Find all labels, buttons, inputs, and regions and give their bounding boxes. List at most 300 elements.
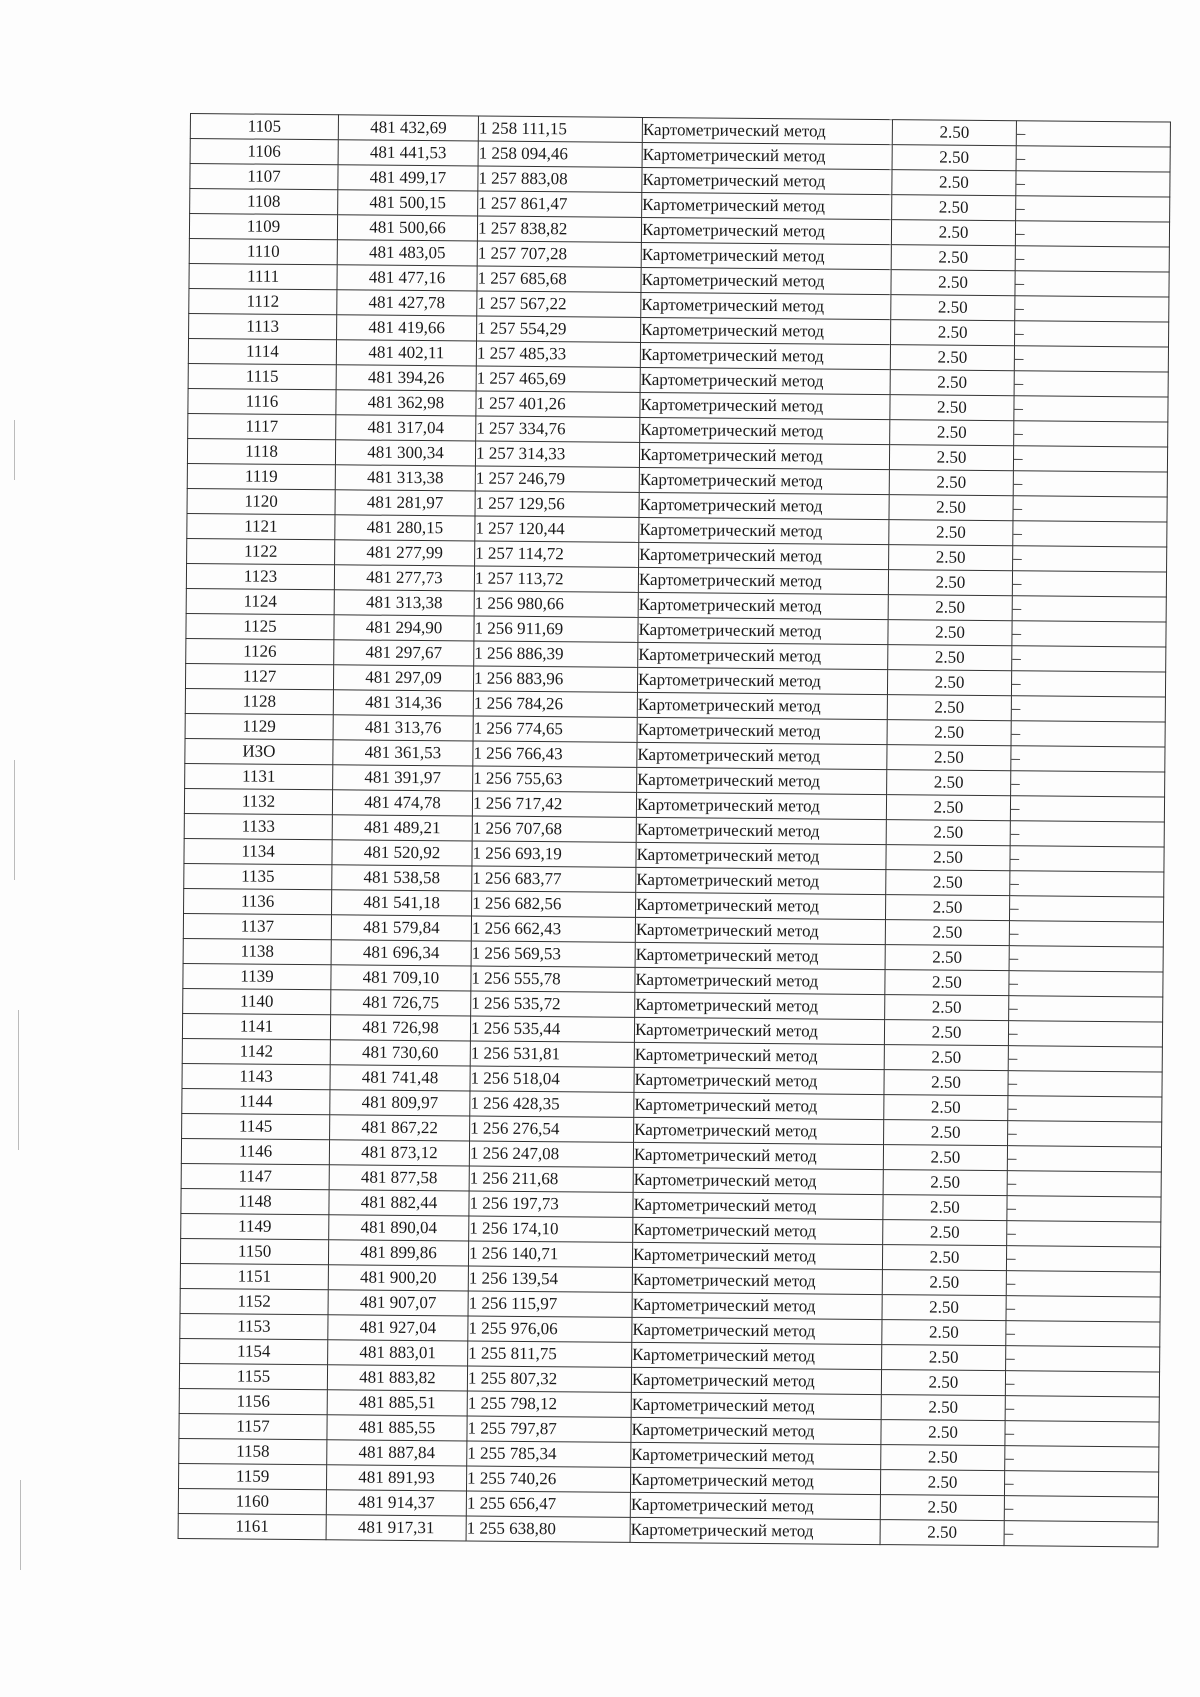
description-cell: – [1014, 396, 1168, 422]
accuracy-cell: 2.50 [888, 645, 1012, 671]
point-number-cell: 1118 [187, 438, 335, 464]
x-coordinate-cell: 481 873,12 [329, 1140, 469, 1166]
point-number-cell: 1155 [179, 1363, 327, 1389]
description-cell: – [1004, 1496, 1158, 1522]
point-number-cell: 1120 [187, 488, 335, 514]
method-cell: Картометрический метод [633, 1192, 883, 1219]
x-coordinate-cell: 481 277,73 [334, 565, 474, 591]
method-cell: Картометрический метод [640, 392, 890, 419]
accuracy-cell: 2.50 [881, 1370, 1005, 1396]
point-number-cell: 1149 [181, 1213, 329, 1239]
point-number-cell: 1142 [182, 1038, 330, 1064]
y-coordinate-cell: 1 256 211,68 [469, 1166, 633, 1192]
method-cell: Картометрический метод [635, 917, 885, 944]
y-coordinate-cell: 1 256 569,53 [471, 941, 635, 967]
accuracy-cell: 2.50 [885, 920, 1009, 946]
description-cell: – [1010, 821, 1164, 847]
method-cell: Картометрический метод [631, 1392, 881, 1419]
x-coordinate-cell: 481 280,15 [335, 515, 475, 541]
description-cell: – [1006, 1271, 1160, 1297]
x-coordinate-cell: 481 362,98 [336, 390, 476, 416]
x-coordinate-cell: 481 520,92 [332, 840, 472, 866]
y-coordinate-cell: 1 256 883,96 [473, 666, 637, 692]
point-number-cell: 1107 [190, 164, 338, 190]
x-coordinate-cell: 481 277,99 [335, 540, 475, 566]
point-number-cell: 1139 [183, 963, 331, 989]
method-cell: Картометрический метод [640, 342, 890, 369]
description-cell: – [1016, 196, 1170, 222]
description-cell: – [1012, 571, 1166, 597]
description-cell: – [1008, 1071, 1162, 1097]
x-coordinate-cell: 481 696,34 [331, 940, 471, 966]
point-number-cell: 1161 [178, 1513, 326, 1539]
method-cell: Картометрический метод [638, 642, 888, 669]
accuracy-cell: 2.50 [886, 795, 1010, 821]
description-cell: – [1009, 921, 1163, 947]
y-coordinate-cell: 1 257 883,08 [478, 166, 642, 192]
method-cell: Картометрический метод [633, 1142, 883, 1169]
method-cell: Картометрический метод [640, 367, 890, 394]
coordinates-table [178, 113, 1171, 1548]
accuracy-cell: 2.50 [884, 1070, 1008, 1096]
point-number-cell: 1154 [180, 1338, 328, 1364]
accuracy-cell: 2.50 [880, 1495, 1004, 1521]
method-cell: Картометрический метод [641, 242, 891, 269]
x-coordinate-cell: 481 891,93 [326, 1465, 466, 1491]
description-cell: – [1005, 1371, 1159, 1397]
accuracy-cell: 2.50 [892, 120, 1016, 146]
description-cell: – [1015, 221, 1169, 247]
x-coordinate-cell: 481 726,75 [331, 990, 471, 1016]
method-cell: Картометрический метод [640, 417, 890, 444]
x-coordinate-cell: 481 281,97 [335, 490, 475, 516]
description-cell: – [1011, 696, 1165, 722]
y-coordinate-cell: 1 256 197,73 [469, 1191, 633, 1217]
point-number-cell: 1147 [181, 1163, 329, 1189]
y-coordinate-cell: 1 257 838,82 [477, 216, 641, 242]
x-coordinate-cell: 481 500,66 [337, 215, 477, 241]
y-coordinate-cell: 1 256 174,10 [469, 1216, 633, 1242]
method-cell: Картометрический метод [635, 892, 885, 919]
x-coordinate-cell: 481 499,17 [338, 165, 478, 191]
y-coordinate-cell: 1 256 140,71 [468, 1241, 632, 1267]
description-cell: – [1016, 171, 1170, 197]
y-coordinate-cell: 1 257 314,33 [475, 441, 639, 467]
x-coordinate-cell: 481 432,69 [338, 115, 478, 141]
x-coordinate-cell: 481 538,58 [332, 865, 472, 891]
accuracy-cell: 2.50 [888, 620, 1012, 646]
point-number-cell: 1140 [183, 988, 331, 1014]
y-coordinate-cell: 1 257 554,29 [477, 316, 641, 342]
x-coordinate-cell: 481 489,21 [332, 815, 472, 841]
x-coordinate-cell: 481 441,53 [338, 140, 478, 166]
description-cell: – [1016, 146, 1170, 172]
accuracy-cell: 2.50 [892, 195, 1016, 221]
point-number-cell: 1116 [188, 388, 336, 414]
accuracy-cell: 2.50 [891, 295, 1015, 321]
description-cell: – [1004, 1521, 1158, 1547]
x-coordinate-cell: 481 883,01 [328, 1340, 468, 1366]
description-cell: – [1006, 1321, 1160, 1347]
method-cell: Картометрический метод [632, 1292, 882, 1319]
accuracy-cell: 2.50 [881, 1420, 1005, 1446]
x-coordinate-cell: 481 294,90 [334, 615, 474, 641]
y-coordinate-cell: 1 256 535,44 [470, 1016, 634, 1042]
point-number-cell: 1153 [180, 1313, 328, 1339]
description-cell: – [1006, 1296, 1160, 1322]
y-coordinate-cell: 1 257 120,44 [475, 516, 639, 542]
point-number-cell: 1148 [181, 1188, 329, 1214]
accuracy-cell: 2.50 [889, 520, 1013, 546]
x-coordinate-cell: 481 882,44 [329, 1190, 469, 1216]
point-number-cell: 1126 [186, 638, 334, 664]
method-cell: Картометрический метод [637, 742, 887, 769]
point-number-cell: 1111 [189, 263, 337, 289]
y-coordinate-cell: 1 257 861,47 [478, 191, 642, 217]
x-coordinate-cell: 481 317,04 [336, 415, 476, 441]
method-cell: Картометрический метод [638, 617, 888, 644]
y-coordinate-cell: 1 256 662,43 [471, 916, 635, 942]
description-cell: – [1006, 1246, 1160, 1272]
method-cell: Картометрический метод [634, 1117, 884, 1144]
y-coordinate-cell: 1 257 485,33 [476, 341, 640, 367]
accuracy-cell: 2.50 [892, 170, 1016, 196]
scan-artifact [18, 1010, 19, 1150]
method-cell: Картометрический метод [636, 842, 886, 869]
x-coordinate-cell: 481 917,31 [326, 1515, 466, 1541]
point-number-cell: 1159 [178, 1463, 326, 1489]
accuracy-cell: 2.50 [882, 1345, 1006, 1371]
y-coordinate-cell: 1 256 247,08 [469, 1141, 633, 1167]
description-cell: – [1008, 1096, 1162, 1122]
x-coordinate-cell: 481 394,26 [336, 365, 476, 391]
method-cell: Картометрический метод [633, 1217, 883, 1244]
method-cell: Картометрический метод [642, 142, 892, 169]
point-number-cell: 1152 [180, 1288, 328, 1314]
accuracy-cell: 2.50 [888, 595, 1012, 621]
y-coordinate-cell: 1 257 129,56 [475, 491, 639, 517]
scan-artifact [20, 1480, 21, 1570]
point-number-cell: 1135 [184, 863, 332, 889]
accuracy-cell: 2.50 [883, 1195, 1007, 1221]
accuracy-cell: 2.50 [890, 345, 1014, 371]
y-coordinate-cell: 1 256 682,56 [472, 891, 636, 917]
x-coordinate-cell: 481 867,22 [330, 1115, 470, 1141]
y-coordinate-cell: 1 257 707,28 [477, 241, 641, 267]
point-number-cell: 1115 [188, 363, 336, 389]
accuracy-cell: 2.50 [889, 545, 1013, 571]
accuracy-cell: 2.50 [880, 1520, 1004, 1546]
description-cell: – [1013, 446, 1167, 472]
method-cell: Картометрический метод [639, 542, 889, 569]
method-cell: Картометрический метод [641, 217, 891, 244]
y-coordinate-cell: 1 256 276,54 [470, 1116, 634, 1142]
x-coordinate-cell: 481 885,51 [327, 1390, 467, 1416]
description-cell: – [1005, 1421, 1159, 1447]
point-number-cell: 1146 [181, 1138, 329, 1164]
method-cell: Картометрический метод [631, 1417, 881, 1444]
accuracy-cell: 2.50 [889, 470, 1013, 496]
coordinates-table-body [178, 114, 1170, 1547]
method-cell: Картометрический метод [642, 192, 892, 219]
method-cell: Картометрический метод [637, 667, 887, 694]
y-coordinate-cell: 1 256 886,39 [474, 641, 638, 667]
x-coordinate-cell: 481 313,76 [333, 715, 473, 741]
x-coordinate-cell: 481 726,98 [330, 1015, 470, 1041]
method-cell: Картометрический метод [634, 1042, 884, 1069]
x-coordinate-cell: 481 579,84 [331, 915, 471, 941]
point-number-cell: 1105 [190, 114, 338, 140]
point-number-cell: ИЗО [185, 738, 333, 764]
accuracy-cell: 2.50 [882, 1295, 1006, 1321]
accuracy-cell: 2.50 [884, 1045, 1008, 1071]
y-coordinate-cell: 1 256 518,04 [470, 1066, 634, 1092]
point-number-cell: 1137 [183, 913, 331, 939]
accuracy-cell: 2.50 [887, 695, 1011, 721]
method-cell: Картометрический метод [637, 767, 887, 794]
accuracy-cell: 2.50 [883, 1170, 1007, 1196]
accuracy-cell: 2.50 [890, 370, 1014, 396]
y-coordinate-cell: 1 256 980,66 [474, 591, 638, 617]
method-cell: Картометрический метод [638, 567, 888, 594]
x-coordinate-cell: 481 927,04 [328, 1315, 468, 1341]
method-cell: Картометрический метод [632, 1267, 882, 1294]
x-coordinate-cell: 481 900,20 [328, 1265, 468, 1291]
x-coordinate-cell: 481 741,48 [330, 1065, 470, 1091]
method-cell: Картометрический метод [637, 692, 887, 719]
accuracy-cell: 2.50 [882, 1245, 1006, 1271]
accuracy-cell: 2.50 [883, 1220, 1007, 1246]
accuracy-cell: 2.50 [887, 770, 1011, 796]
point-number-cell: 1131 [185, 763, 333, 789]
method-cell: Картометрический метод [635, 992, 885, 1019]
description-cell: – [1015, 271, 1169, 297]
point-number-cell: 1112 [189, 288, 337, 314]
point-number-cell: 1123 [186, 563, 334, 589]
point-number-cell: 1117 [188, 413, 336, 439]
y-coordinate-cell: 1 255 807,32 [467, 1366, 631, 1392]
y-coordinate-cell: 1 256 717,42 [472, 791, 636, 817]
description-cell: – [1014, 346, 1168, 372]
point-number-cell: 1133 [184, 813, 332, 839]
accuracy-cell: 2.50 [886, 870, 1010, 896]
point-number-cell: 1156 [179, 1388, 327, 1414]
y-coordinate-cell: 1 256 707,68 [472, 816, 636, 842]
point-number-cell: 1124 [186, 588, 334, 614]
y-coordinate-cell: 1 255 740,26 [466, 1466, 630, 1492]
accuracy-cell: 2.50 [892, 145, 1016, 171]
description-cell: – [1011, 671, 1165, 697]
x-coordinate-cell: 481 914,37 [326, 1490, 466, 1516]
method-cell: Картометрический метод [634, 1067, 884, 1094]
y-coordinate-cell: 1 255 976,06 [468, 1316, 632, 1342]
x-coordinate-cell: 481 883,82 [327, 1365, 467, 1391]
description-cell: – [1013, 471, 1167, 497]
point-number-cell: 1151 [180, 1263, 328, 1289]
description-cell: – [1013, 496, 1167, 522]
accuracy-cell: 2.50 [887, 720, 1011, 746]
point-number-cell: 1109 [189, 214, 337, 240]
point-number-cell: 1138 [183, 938, 331, 964]
point-number-cell: 1141 [182, 1013, 330, 1039]
y-coordinate-cell: 1 257 113,72 [474, 566, 638, 592]
x-coordinate-cell: 481 709,10 [331, 965, 471, 991]
description-cell: – [1007, 1146, 1161, 1172]
description-cell: – [1015, 246, 1169, 272]
description-cell: – [1009, 896, 1163, 922]
y-coordinate-cell: 1 256 531,81 [470, 1041, 634, 1067]
x-coordinate-cell: 481 477,16 [337, 265, 477, 291]
description-cell: – [1009, 971, 1163, 997]
description-cell: – [1010, 846, 1164, 872]
point-number-cell: 1158 [179, 1438, 327, 1464]
scan-artifact [14, 760, 15, 880]
y-coordinate-cell: 1 256 428,35 [470, 1091, 634, 1117]
x-coordinate-cell: 481 887,84 [327, 1440, 467, 1466]
point-number-cell: 1119 [187, 463, 335, 489]
x-coordinate-cell: 481 313,38 [334, 590, 474, 616]
description-cell: – [1014, 371, 1168, 397]
x-coordinate-cell: 481 300,34 [335, 440, 475, 466]
y-coordinate-cell: 1 257 114,72 [475, 541, 639, 567]
point-number-cell: 1132 [184, 788, 332, 814]
y-coordinate-cell: 1 255 638,80 [466, 1516, 630, 1542]
point-number-cell: 1144 [182, 1088, 330, 1114]
method-cell: Картометрический метод [633, 1167, 883, 1194]
method-cell: Картометрический метод [641, 317, 891, 344]
x-coordinate-cell: 481 402,11 [336, 340, 476, 366]
y-coordinate-cell: 1 256 683,77 [472, 866, 636, 892]
point-number-cell: 1160 [178, 1488, 326, 1514]
accuracy-cell: 2.50 [891, 245, 1015, 271]
x-coordinate-cell: 481 730,60 [330, 1040, 470, 1066]
method-cell: Картометрический метод [639, 467, 889, 494]
method-cell: Картометрический метод [630, 1492, 880, 1519]
description-cell: – [1015, 296, 1169, 322]
accuracy-cell: 2.50 [882, 1320, 1006, 1346]
method-cell: Картометрический метод [636, 867, 886, 894]
accuracy-cell: 2.50 [885, 945, 1009, 971]
y-coordinate-cell: 1 256 911,69 [474, 616, 638, 642]
accuracy-cell: 2.50 [883, 1145, 1007, 1171]
x-coordinate-cell: 481 297,09 [333, 665, 473, 691]
x-coordinate-cell: 481 500,15 [338, 190, 478, 216]
accuracy-cell: 2.50 [884, 1020, 1008, 1046]
accuracy-cell: 2.50 [889, 495, 1013, 521]
method-cell: Картометрический метод [630, 1517, 880, 1544]
y-coordinate-cell: 1 258 111,15 [478, 116, 642, 142]
x-coordinate-cell: 481 885,55 [327, 1415, 467, 1441]
description-cell: – [1007, 1196, 1161, 1222]
accuracy-cell: 2.50 [885, 970, 1009, 996]
method-cell: Картометрический метод [632, 1317, 882, 1344]
accuracy-cell: 2.50 [891, 220, 1015, 246]
x-coordinate-cell: 481 474,78 [332, 790, 472, 816]
accuracy-cell: 2.50 [881, 1395, 1005, 1421]
method-cell: Картометрический метод [635, 967, 885, 994]
point-number-cell: 1128 [185, 688, 333, 714]
method-cell: Картометрический метод [639, 442, 889, 469]
accuracy-cell: 2.50 [885, 995, 1009, 1021]
x-coordinate-cell: 481 313,38 [335, 465, 475, 491]
y-coordinate-cell: 1 256 755,63 [473, 766, 637, 792]
description-cell: – [1008, 1021, 1162, 1047]
y-coordinate-cell: 1 256 555,78 [471, 966, 635, 992]
accuracy-cell: 2.50 [886, 820, 1010, 846]
y-coordinate-cell: 1 257 401,26 [476, 391, 640, 417]
y-coordinate-cell: 1 256 784,26 [473, 691, 637, 717]
description-cell: – [1013, 546, 1167, 572]
accuracy-cell: 2.50 [888, 570, 1012, 596]
method-cell: Картометрический метод [635, 942, 885, 969]
description-cell: – [1008, 1121, 1162, 1147]
y-coordinate-cell: 1 257 567,22 [477, 291, 641, 317]
method-cell: Картометрический метод [630, 1467, 880, 1494]
accuracy-cell: 2.50 [891, 320, 1015, 346]
description-cell: – [1004, 1471, 1158, 1497]
y-coordinate-cell: 1 256 115,97 [468, 1291, 632, 1317]
accuracy-cell: 2.50 [882, 1270, 1006, 1296]
description-cell: – [1005, 1446, 1159, 1472]
x-coordinate-cell: 481 427,78 [337, 290, 477, 316]
y-coordinate-cell: 1 255 811,75 [468, 1341, 632, 1367]
point-number-cell: 1121 [187, 513, 335, 539]
description-cell: – [1006, 1346, 1160, 1372]
description-cell: – [1011, 746, 1165, 772]
x-coordinate-cell: 481 297,67 [334, 640, 474, 666]
description-cell: – [1007, 1221, 1161, 1247]
y-coordinate-cell: 1 256 774,65 [473, 716, 637, 742]
y-coordinate-cell: 1 255 797,87 [467, 1416, 631, 1442]
accuracy-cell: 2.50 [886, 845, 1010, 871]
y-coordinate-cell: 1 256 693,19 [472, 841, 636, 867]
x-coordinate-cell: 481 877,58 [329, 1165, 469, 1191]
point-number-cell: 1157 [179, 1413, 327, 1439]
description-cell: – [1005, 1396, 1159, 1422]
x-coordinate-cell: 481 809,97 [330, 1090, 470, 1116]
y-coordinate-cell: 1 257 685,68 [477, 266, 641, 292]
description-cell: – [1013, 521, 1167, 547]
method-cell: Картометрический метод [637, 717, 887, 744]
method-cell: Картометрический метод [632, 1342, 882, 1369]
description-cell: – [1012, 621, 1166, 647]
method-cell: Картометрический метод [631, 1442, 881, 1469]
method-cell: Картометрический метод [638, 592, 888, 619]
point-number-cell: 1143 [182, 1063, 330, 1089]
description-cell: – [1007, 1171, 1161, 1197]
description-cell: – [1008, 1046, 1162, 1072]
method-cell: Картометрический метод [641, 292, 891, 319]
point-number-cell: 1108 [190, 189, 338, 215]
y-coordinate-cell: 1 255 785,34 [467, 1441, 631, 1467]
description-cell: – [1012, 596, 1166, 622]
point-number-cell: 1134 [184, 838, 332, 864]
x-coordinate-cell: 481 314,36 [333, 690, 473, 716]
method-cell: Картометрический метод [642, 117, 892, 144]
description-cell: – [1009, 946, 1163, 972]
accuracy-cell: 2.50 [880, 1470, 1004, 1496]
method-cell: Картометрический метод [636, 792, 886, 819]
method-cell: Картометрический метод [634, 1092, 884, 1119]
description-cell: – [1016, 121, 1170, 147]
y-coordinate-cell: 1 256 535,72 [471, 991, 635, 1017]
description-cell: – [1011, 721, 1165, 747]
x-coordinate-cell: 481 907,07 [328, 1290, 468, 1316]
accuracy-cell: 2.50 [881, 1445, 1005, 1471]
accuracy-cell: 2.50 [885, 895, 1009, 921]
y-coordinate-cell: 1 256 139,54 [468, 1266, 632, 1292]
point-number-cell: 1122 [187, 538, 335, 564]
